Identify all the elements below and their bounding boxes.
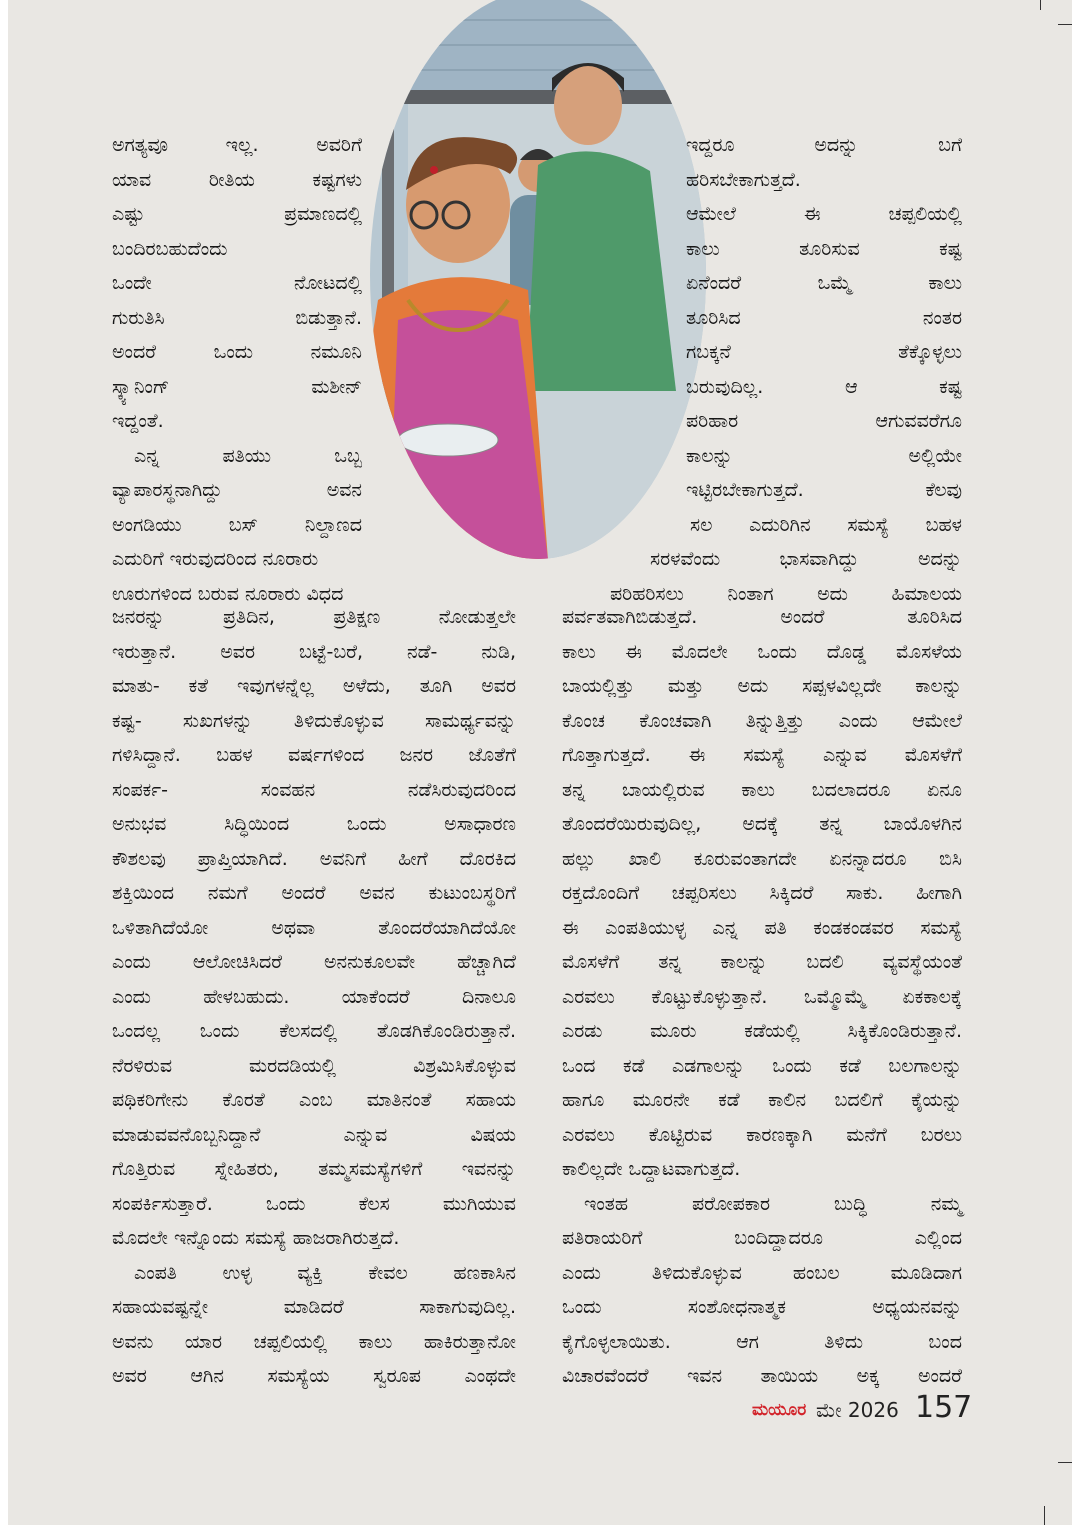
- text-line: ಇದ್ದರೂ ಅದನ್ನು ಬಗೆ: [686, 134, 962, 156]
- text-line: ಯಾವ ರೀತಿಯ ಕಷ್ಟಗಳು: [112, 168, 362, 191]
- text-line: ಇಟ್ಟಿರಬೇಕಾಗುತ್ತದೆ. ಕೆಲವು: [686, 479, 962, 501]
- text-line: ಎಂದು ಹೇಳಬಹುದು. ಯಾಕೆಂದರೆ ದಿನಾಲೂ: [112, 985, 516, 1008]
- text-line: ಪರಿಹರಿಸಲು ನಿಂತಾಗ ಅದು ಹಿಮಾಲಯ: [610, 582, 962, 605]
- text-line: ಗಳಿಸಿದ್ದಾನೆ. ಬಹಳ ವರ್ಷಗಳಿಂದ ಜನರ ಜೊತೆಗೆ: [112, 744, 516, 766]
- text-line: ಎನ್ನ ಪತಿಯು ಒಬ್ಬ: [134, 444, 362, 467]
- crop-mark: [1058, 24, 1072, 25]
- text-line: ಎರವಲು ಕೊಟ್ಟಿರುವ ಕಾರಣಕ್ಕಾಗಿ ಮನೆಗೆ ಬರಲು: [562, 1123, 962, 1146]
- text-line: ಗುರುತಿಸಿ ಬಿಡುತ್ತಾನೆ.: [112, 306, 362, 329]
- page-edge: [0, 0, 8, 1525]
- text-line: ಅವನು ಯಾರ ಚಪ್ಪಲಿಯಲ್ಲಿ ಕಾಲು ಹಾಕಿರುತ್ತಾನೋ: [112, 1330, 516, 1353]
- text-line: ಪತಿರಾಯರಿಗೆ ಬಂದಿದ್ದಾದರೂ ಎಲ್ಲಿಂದ: [562, 1227, 962, 1249]
- text-line: ಒಂದು ಸಂಶೋಧನಾತ್ಮಕ ಅಧ್ಯಯನವನ್ನು: [562, 1296, 962, 1318]
- text-line: ಜನರನ್ನು ಪ್ರತಿದಿನ, ಪ್ರತಿಕ್ಷಣ ನೋಡುತ್ತಲೇ: [112, 606, 516, 628]
- text-line: ಎದುರಿಗೆ ಇರುವುದರಿಂದ ನೂರಾರು: [112, 548, 319, 570]
- text-line: ಮಾತು- ಕತೆ ಇವುಗಳನ್ನೆಲ್ಲ ಅಳೆದು, ತೂಗಿ ಅವರ: [112, 675, 516, 697]
- text-line: ಪಥಿಕರಿಗೇನು ಕೊರತೆ ಎಂಬ ಮಾತಿನಂತೆ ಸಹಾಯ: [112, 1089, 516, 1111]
- text-line: ತೊಂದರೆಯಿರುವುದಿಲ್ಲ, ಅದಕ್ಕೆ ತನ್ನ ಬಾಯೊಳಗಿನ: [562, 813, 962, 835]
- text-line: ಪರಿಹಾರ ಆಗುವವರೆಗೂ: [686, 410, 962, 432]
- text-line: ಸಂಪರ್ಕಿಸುತ್ತಾರೆ. ಒಂದು ಕೆಲಸ ಮುಗಿಯುವ: [112, 1192, 516, 1215]
- text-line: ಎಂಪತಿ ಉಳ್ಳ ವ್ಯಕ್ತಿ ಕೇವಲ ಹಣಕಾಸಿನ: [134, 1261, 516, 1284]
- text-line: ಕಾಲಿಲ್ಲದೇ ಒದ್ದಾಟವಾಗುತ್ತದೆ.: [562, 1158, 741, 1180]
- text-line: ಗಬಕ್ಕನೆ ತೆಕ್ಕೊಳ್ಳಲು: [686, 341, 962, 363]
- text-line: ಈ ಎಂಪತಿಯುಳ್ಳ ಎನ್ನ ಪತಿ ಕಂಡಕಂಡವರ ಸಮಸ್ಯೆ: [562, 916, 962, 939]
- story-illustration: [338, 0, 738, 560]
- door-frame-top: [368, 90, 708, 104]
- text-line: ಕಾಲನ್ನು ಅಲ್ಲಿಯೇ: [686, 444, 962, 467]
- text-line: ಅಂಗಡಿಯು ಬಸ್ ನಿಲ್ದಾಣದ: [112, 513, 362, 536]
- text-line: ಅಂದರೆ ಒಂದು ನಮೂನಿ: [112, 341, 362, 363]
- text-line: ಕಾಲು ಈ ಮೊದಲೇ ಒಂದು ದೊಡ್ಡ ಮೊಸಳೆಯ: [562, 640, 962, 663]
- footer-brand-logo: ಮಯೂರ: [752, 1400, 807, 1420]
- text-line: ಸಂಪರ್ಕ- ಸಂವಹನ ನಡೆಸಿರುವುದರಿಂದ: [112, 778, 516, 801]
- text-line: ಪರ್ವತವಾಗಿಬಿಡುತ್ತದೆ. ಅಂದರೆ ತೂರಿಸಿದ: [562, 606, 962, 628]
- text-line: ಮೊದಲೇ ಇನ್ನೊಂದು ಸಮಸ್ಯೆ ಹಾಜರಾಗಿರುತ್ತದೆ.: [112, 1227, 400, 1249]
- text-line: ಒಳಿತಾಗಿದೆಯೋ ಅಥವಾ ತೊಂದರೆಯಾಗಿದೆಯೋ: [112, 916, 516, 939]
- text-line: ಹರಿಸಬೇಕಾಗುತ್ತದೆ.: [686, 168, 801, 191]
- text-line: ಶಕ್ತಿಯಿಂದ ನಮಗೆ ಅಂದರೆ ಅವನ ಕುಟುಂಬಸ್ಥರಿಗೆ: [112, 882, 516, 904]
- text-line: ನೆರಳಿರುವ ಮರದಡಿಯಲ್ಲಿ ವಿಶ್ರಮಿಸಿಕೊಳ್ಳುವ: [112, 1054, 516, 1077]
- text-line: ಊರುಗಳಿಂದ ಬರುವ ನೂರಾರು ವಿಧದ: [112, 582, 344, 605]
- text-line: ಕೈಗೊಳ್ಳಲಾಯಿತು. ಆಗ ತಿಳಿದು ಬಂದ: [562, 1330, 962, 1353]
- text-line: ಅವರ ಆಗಿನ ಸಮಸ್ಯೆಯ ಸ್ವರೂಪ ಎಂಥದೇ: [112, 1365, 516, 1387]
- text-line: ವಿಚಾರವೆಂದರೆ ಇವನ ತಾಯಿಯ ಅಕ್ಕ ಅಂದರೆ: [562, 1365, 962, 1387]
- text-line: ಬಾಯಲ್ಲಿತ್ತು ಮತ್ತು ಅದು ಸಪ್ಪಳವಿಲ್ಲದೇ ಕಾಲನ್ನು: [562, 675, 962, 697]
- text-line: ಮಾಡುವವನೊಬ್ಬನಿದ್ದಾನೆ ಎನ್ನುವ ವಿಷಯ: [112, 1123, 516, 1146]
- text-line: ಹಾಗೂ ಮೂರನೇ ಕಡೆ ಕಾಲಿನ ಬದಲಿಗೆ ಕೈಯನ್ನು: [562, 1089, 962, 1111]
- text-line: ಕಷ್ಟ- ಸುಖಗಳನ್ನು ತಿಳಿದುಕೊಳ್ಳುವ ಸಾಮರ್ಥ್ಯವನ್ನು: [112, 709, 516, 732]
- text-line: ಒಂದ ಕಡೆ ಎಡಗಾಲನ್ನು ಒಂದು ಕಡೆ ಬಲಗಾಲನ್ನು: [562, 1054, 962, 1077]
- text-line: ಹಲ್ಲು ಖಾಲಿ ಕೂರುವಂತಾಗದೇ ಏನನ್ನಾದರೂ ಬಿಸಿ: [562, 847, 962, 870]
- text-line: ಎಂದು ತಿಳಿದುಕೊಳ್ಳುವ ಹಂಬಲ ಮೂಡಿದಾಗ: [562, 1261, 962, 1284]
- text-line: ಆಮೇಲೆ ಈ ಚಪ್ಪಲಿಯಲ್ಲಿ: [686, 203, 962, 225]
- text-line: ಇರುತ್ತಾನೆ. ಅವರ ಬಟ್ಟೆ-ಬರೆ, ನಡೆ- ನುಡಿ,: [112, 640, 516, 663]
- text-line: ಅನುಭವ ಸಿದ್ಧಿಯಿಂದ ಒಂದು ಅಸಾಧಾರಣ: [112, 813, 516, 835]
- text-line: ಎಷ್ಟು ಪ್ರಮಾಣದಲ್ಲಿ: [112, 203, 362, 225]
- crop-mark: [1044, 1506, 1045, 1525]
- text-line: ಗೊತ್ತಾಗುತ್ತದೆ. ಈ ಸಮಸ್ಯೆ ಎನ್ನುವ ಮೊಸಳೆಗೆ: [562, 744, 962, 766]
- footer-issue-month: ಮೇ 2026: [816, 1398, 899, 1422]
- crop-mark: [1058, 1462, 1072, 1463]
- text-line: ರಕ್ತದೊಂದಿಗೆ ಚಪ್ಪರಿಸಲು ಸಿಕ್ಕಿದರೆ ಸಾಕು. ಹೀಗಾಗಿ: [562, 882, 962, 904]
- text-line: ಎಂದು ಆಲೋಚಿಸಿದರೆ ಅನನುಕೂಲವೇ ಹೆಚ್ಚಾಗಿದೆ: [112, 951, 516, 973]
- bindi: [430, 166, 438, 174]
- text-line: ಗೊತ್ತಿರುವ ಸ್ನೇಹಿತರು, ತಮ್ಮಸಮಸ್ಯೆಗಳಿಗೆ ಇವನನ್ನು: [112, 1158, 516, 1180]
- text-line: ಒಂದೇ ನೋಟದಲ್ಲಿ: [112, 272, 362, 294]
- text-line: ಸಲ ಎದುರಿಗಿನ ಸಮಸ್ಯೆ ಬಹಳ: [690, 513, 962, 536]
- crop-mark: [1040, 0, 1041, 10]
- page-number: 157: [915, 1390, 973, 1425]
- text-line: ಬರುವುದಿಲ್ಲ. ಆ ಕಷ್ಟ: [686, 375, 962, 398]
- text-line: ಕೌಶಲವು ಪ್ರಾಪ್ತಿಯಾಗಿದೆ. ಅವನಿಗೆ ಹೀಗೆ ದೊರಕಿದ: [112, 847, 516, 870]
- text-line: ಎರವಲು ಕೊಟ್ಟುಕೊಳ್ಳುತ್ತಾನೆ. ಒಮ್ಮೊಮ್ಮೆ ಏಕಕಾಲಕ್ಕೆ: [562, 985, 962, 1008]
- text-line: ಎರಡು ಮೂರು ಕಡೆಯಲ್ಲಿ ಸಿಕ್ಕಿಕೊಂಡಿರುತ್ತಾನೆ.: [562, 1020, 962, 1042]
- text-line: ಸರಳವೆಂದು ಭಾಸವಾಗಿದ್ದು ಅದನ್ನು: [650, 548, 962, 570]
- text-line: ಬಂದಿರಬಹುದೆಂದು: [112, 237, 228, 260]
- text-line: ಇದ್ದಂತೆ.: [112, 410, 164, 432]
- text-line: ಏನೆಂದರೆ ಒಮ್ಮೆ ಕಾಲು: [686, 272, 962, 294]
- text-line: ಸ್ಕ್ಯಾನಿಂಗ್ ಮಶೀನ್: [112, 375, 362, 398]
- text-line: ತೂರಿಸಿದ ನಂತರ: [686, 306, 962, 329]
- text-line: ಇಂತಹ ಪರೋಪಕಾರ ಬುದ್ಧಿ ನಮ್ಮ: [584, 1192, 962, 1215]
- text-line: ವ್ಯಾಪಾರಸ್ಥನಾಗಿದ್ದು ಅವನ: [112, 479, 362, 501]
- text-line: ಕೊಂಚ ಕೊಂಚವಾಗಿ ತಿನ್ನುತ್ತಿತ್ತು ಎಂದು ಆಮೇಲೆ: [562, 709, 962, 732]
- text-line: ಕಾಲು ತೂರಿಸುವ ಕಷ್ಟ: [686, 237, 962, 260]
- text-line: ಮೊಸಳೆಗೆ ತನ್ನ ಕಾಲನ್ನು ಬದಲಿ ವ್ಯವಸ್ಥೆಯಂತೆ: [562, 951, 962, 973]
- plate: [398, 424, 498, 456]
- text-line: ಒಂದಲ್ಲ ಒಂದು ಕೆಲಸದಲ್ಲಿ ತೊಡಗಿಕೊಂಡಿರುತ್ತಾನೆ.: [112, 1020, 516, 1042]
- text-line: ತನ್ನ ಬಾಯಲ್ಲಿರುವ ಕಾಲು ಬದಲಾದರೂ ಏನೂ: [562, 778, 962, 801]
- text-line: ಸಹಾಯವಷ್ಟನ್ನೇ ಮಾಡಿದರೆ ಸಾಕಾಗುವುದಿಲ್ಲ.: [112, 1296, 516, 1318]
- text-line: ಅಗತ್ಯವೂ ಇಲ್ಲ. ಅವರಿಗೆ: [112, 134, 362, 156]
